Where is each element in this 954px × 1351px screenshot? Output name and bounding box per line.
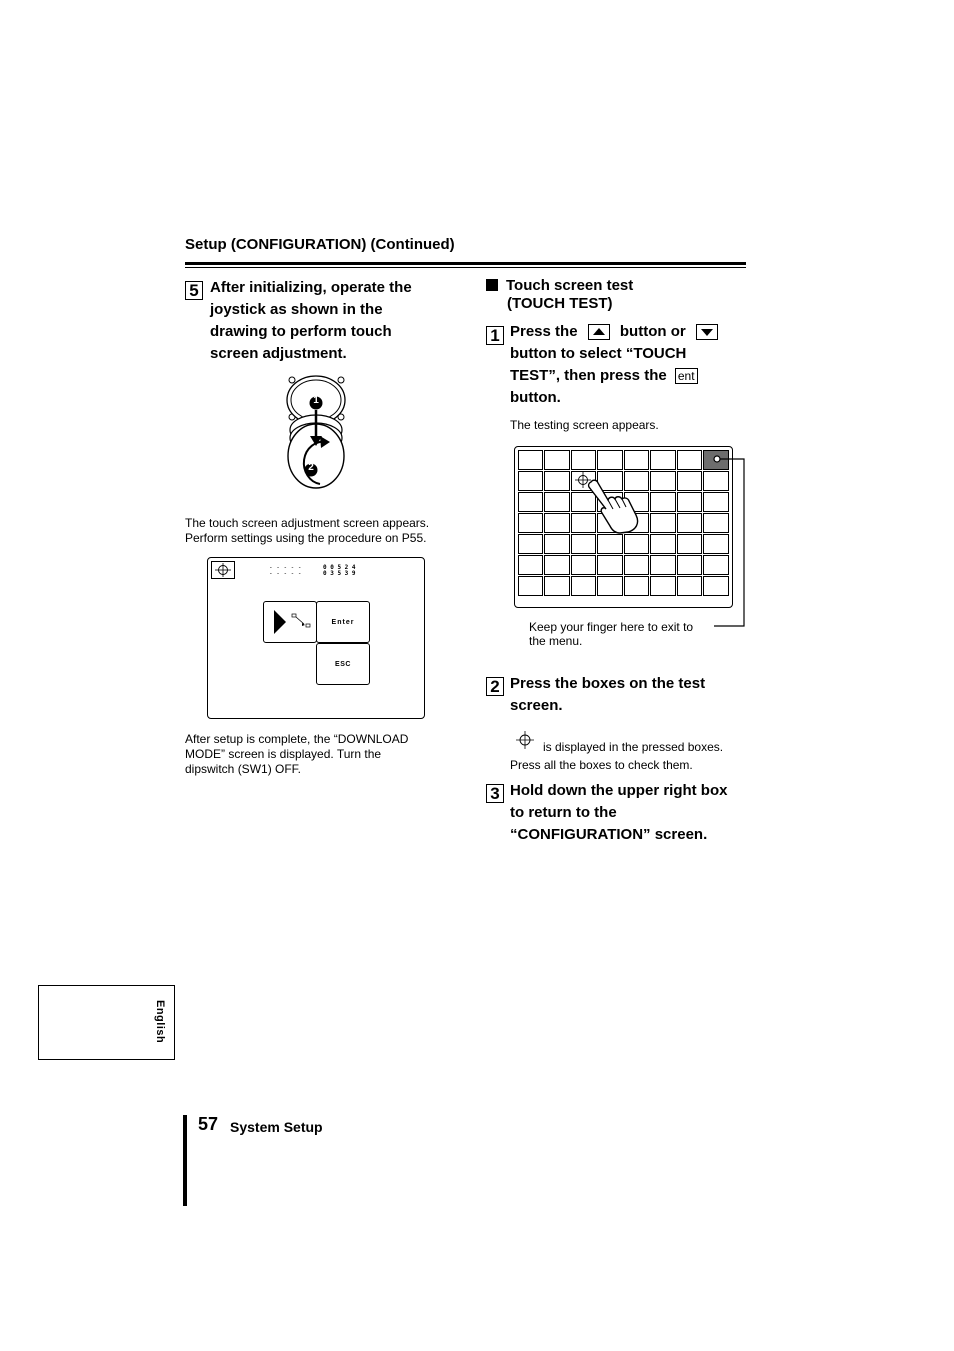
test-grid-cell[interactable] [677, 513, 703, 533]
step-2-note-1: is displayed in the pressed boxes. [543, 740, 724, 754]
test-grid-cell[interactable] [518, 534, 544, 554]
test-grid-cell[interactable] [597, 534, 623, 554]
down-arrow-key-icon [696, 324, 718, 340]
test-grid-cell[interactable] [677, 492, 703, 512]
test-grid-cell[interactable] [544, 492, 570, 512]
test-grid-cell[interactable] [518, 576, 544, 596]
test-grid-cell[interactable] [571, 576, 597, 596]
step-2-note-2: Press all the boxes to check them. [510, 758, 693, 772]
coord-values: 0 0 5 2 4 0 3 5 3 9 [323, 564, 356, 577]
header-rule-thick [185, 262, 746, 265]
step-3-text: Hold down the upper right box to return to the “CONFIGURATION” screen. [510, 782, 728, 843]
callout-text: Keep your finger here to exit to the menu. [529, 620, 694, 648]
step-1-note: The testing screen appears. [510, 418, 659, 432]
adjust-note [185, 516, 429, 546]
test-grid-cell[interactable] [597, 576, 623, 596]
step-5-line: screen adjustment. [210, 345, 347, 362]
test-grid-cell[interactable] [518, 471, 544, 491]
test-grid-cell[interactable] [518, 513, 544, 533]
hand-pointer-icon [586, 478, 642, 534]
step-2-number: 2 [486, 677, 504, 696]
test-grid-cell[interactable] [624, 555, 650, 575]
section-title: Touch screen test (TOUCH TEST) [486, 277, 633, 313]
test-grid-cell[interactable] [677, 534, 703, 554]
test-grid-cell[interactable] [544, 555, 570, 575]
test-grid-cell[interactable] [650, 492, 676, 512]
test-grid-cell[interactable] [597, 555, 623, 575]
test-grid-cell[interactable] [650, 513, 676, 533]
step-5-line: After initializing, operate the [210, 279, 412, 296]
test-grid-cell[interactable] [571, 450, 597, 470]
language-tab [38, 985, 175, 1060]
page-number: 57 [198, 1114, 219, 1134]
arrow-button[interactable] [263, 601, 317, 643]
play-arrow-icon [264, 602, 316, 642]
ent-key-icon: ent [675, 368, 698, 384]
test-grid-cell[interactable] [518, 555, 544, 575]
test-grid-cell[interactable] [677, 450, 703, 470]
page-header: Setup (CONFIGURATION) (Continued) [185, 236, 455, 253]
test-grid-cell[interactable] [597, 450, 623, 470]
step-5-line: joystick as shown in the [210, 301, 383, 318]
download-note [185, 732, 408, 777]
test-grid-cell[interactable] [544, 534, 570, 554]
note-line: dipswitch (SW1) OFF. [185, 762, 302, 776]
step-1-number: 1 [486, 326, 504, 345]
test-grid-cell[interactable] [544, 450, 570, 470]
joystick-marker-1: 1 [313, 395, 319, 406]
test-grid-cell[interactable] [571, 534, 597, 554]
square-bullet-icon [486, 279, 498, 291]
enter-button[interactable]: Enter [316, 601, 370, 643]
test-grid-cell[interactable] [650, 471, 676, 491]
footer-bar [183, 1115, 187, 1206]
crosshair-icon [514, 730, 536, 750]
note-line: After setup is complete, the “DOWNLOAD [185, 732, 409, 746]
footer-section: System Setup [230, 1119, 323, 1135]
test-grid-cell[interactable] [624, 576, 650, 596]
note-line: Perform settings using the procedure on P55. [185, 531, 427, 545]
test-grid-cell[interactable] [650, 450, 676, 470]
test-grid-cell[interactable] [650, 534, 676, 554]
step-5-line: drawing to perform touch [210, 323, 392, 340]
test-grid-cell[interactable] [544, 471, 570, 491]
joystick-illustration [280, 372, 355, 494]
test-grid-cell[interactable] [544, 513, 570, 533]
note-line: The touch screen adjustment screen appears. [185, 516, 430, 530]
step-2-text: Press the boxes on the test screen. [510, 675, 706, 714]
crosshair-icon [212, 562, 234, 578]
test-grid-cell[interactable] [677, 555, 703, 575]
test-grid-cell[interactable] [650, 576, 676, 596]
test-grid-cell[interactable] [544, 576, 570, 596]
up-arrow-key-icon [588, 324, 610, 340]
test-grid-cell[interactable] [677, 471, 703, 491]
test-grid-cell[interactable] [624, 450, 650, 470]
test-grid-cell[interactable] [518, 492, 544, 512]
joystick-marker-2: 2 [308, 462, 314, 473]
test-grid-cell[interactable] [650, 555, 676, 575]
step-1-text: Press the button or button to select “TOUCH TEST”, then press the ent button. [510, 321, 724, 409]
coord-dashes: - - - - - - - - - - [269, 564, 302, 577]
esc-button[interactable]: ESC [316, 643, 370, 685]
test-grid-cell[interactable] [624, 534, 650, 554]
test-grid-cell[interactable] [571, 555, 597, 575]
callout-line [712, 452, 748, 630]
adjustment-screen [207, 557, 425, 719]
note-line: MODE” screen is displayed. Turn the [185, 747, 382, 761]
test-grid-cell[interactable] [518, 450, 544, 470]
test-grid-cell[interactable] [677, 576, 703, 596]
header-rule-thin [185, 267, 746, 268]
step-3-number: 3 [486, 784, 504, 803]
step-5-text [210, 277, 412, 365]
language-label: English [154, 1000, 166, 1044]
crosshair-box[interactable] [211, 561, 235, 579]
step-5-number: 5 [185, 281, 203, 300]
